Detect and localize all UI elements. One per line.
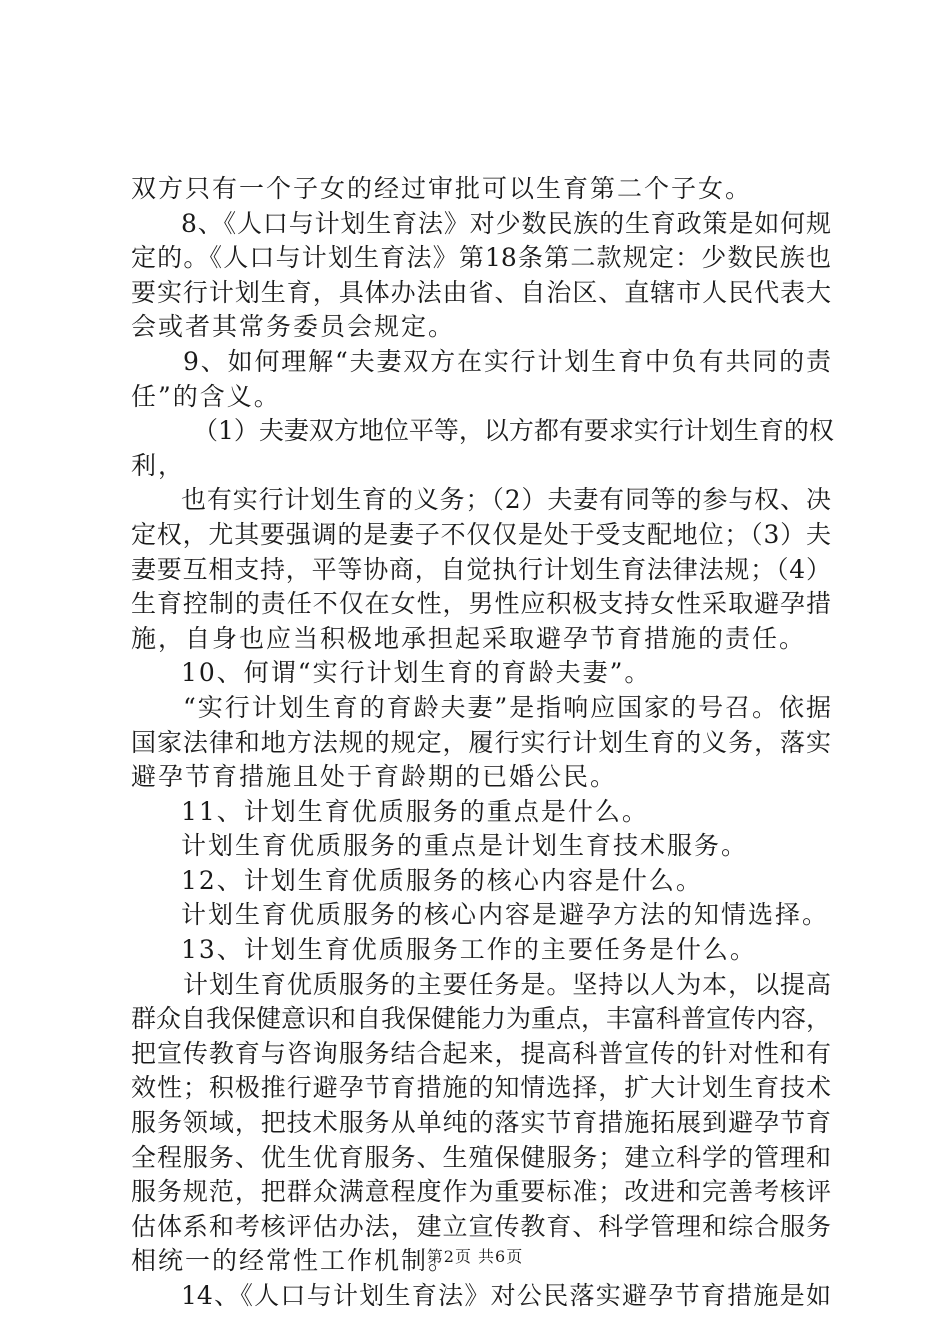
text-line: 群众自我保健意识和自我保健能力为重点，丰富科普宣传内容， (131, 1004, 832, 1034)
text-line: 10、何谓“实行计划生育的育龄夫妻”。 (181, 658, 652, 688)
text-line: 施，自身也应当积极地承担起采取避孕节育措施的责任。 (131, 623, 807, 653)
text-line: 计划生育优质服务的核心内容是避孕方法的知情选择。 (181, 900, 830, 930)
text-line: 计划生育优质服务的重点是计划生育技术服务。 (181, 831, 749, 861)
text-line: 估体系和考核评估办法，建立宣传教育、科学管理和综合服务 (131, 1211, 831, 1241)
text-line: 定的。《人口与计划生育法》第18条第二款规定：少数民族也 (131, 243, 831, 273)
text-line: 8、《人口与计划生育法》对少数民族的生育政策是如何规 (181, 208, 831, 238)
text-line: 效性；积极推行避孕节育措施的知情选择，扩大计划生育技术 (131, 1073, 831, 1103)
text-line: 服务领域，把技术服务从单纯的落实节育措施拓展到避孕节育 (131, 1108, 831, 1138)
text-line: 14、《人口与计划生育法》对公民落实避孕节育措施是如 (181, 1281, 831, 1310)
text-line: 服务规范，把群众满意程度作为重要标准；改进和完善考核评 (131, 1177, 831, 1207)
text-line: 避孕节育措施且处于育龄期的已婚公民。 (131, 762, 618, 792)
text-line: 也有实行计划生育的义务；（2）夫妻有同等的参与权、决 (181, 485, 831, 515)
text-line: 妻要互相支持，平等协商，自觉执行计划生育法律法规；（4） (131, 554, 831, 584)
text-line: 利， (131, 450, 186, 480)
text-line: 全程服务、优生优育服务、生殖保健服务；建立科学的管理和 (131, 1142, 831, 1172)
text-line: 13、计划生育优质服务工作的主要任务是什么。 (181, 935, 757, 965)
text-line: 要实行计划生育，具体办法由省、自治区、直辖市人民代表大 (131, 277, 831, 307)
text-line: 9、如何理解“夫妻双方在实行计划生育中负有共同的责 (183, 346, 831, 376)
text-line: 12、计划生育优质服务的核心内容是什么。 (181, 865, 703, 895)
text-line: 定权，尤其要强调的是妻子不仅仅是处于受支配地位；（3）夫 (131, 519, 831, 549)
page-number-footer: 第2页 共6页 (426, 1247, 524, 1266)
text-line: 计划生育优质服务的主要任务是。坚持以人为本，以提高 (183, 969, 831, 999)
text-line: 双方只有一个子女的经过审批可以生育第二个子女。 (131, 174, 753, 203)
text-line: “实行计划生育的育龄夫妻”是指响应国家的号召。依据 (183, 692, 831, 722)
text-line: 相统一的经常性工作机制。 (131, 1246, 456, 1276)
text-line: 11、计划生育优质服务的重点是什么。 (181, 796, 649, 826)
document-body (131, 172, 834, 1314)
text-line: 把宣传教育与咨询服务结合起来，提高科普宣传的针对性和有 (131, 1038, 831, 1068)
text-line: 会或者其常务委员会规定。 (131, 312, 456, 342)
text-line: （1）夫妻双方地位平等，以方都有要求实行计划生育的权 (193, 416, 834, 446)
text-line: 生育控制的责任不仅在女性，男性应积极支持女性采取避孕措 (131, 589, 831, 619)
text-line: 任”的含义。 (131, 381, 281, 411)
text-line: 国家法律和地方法规的规定，履行实行计划生育的义务，落实 (131, 727, 831, 757)
